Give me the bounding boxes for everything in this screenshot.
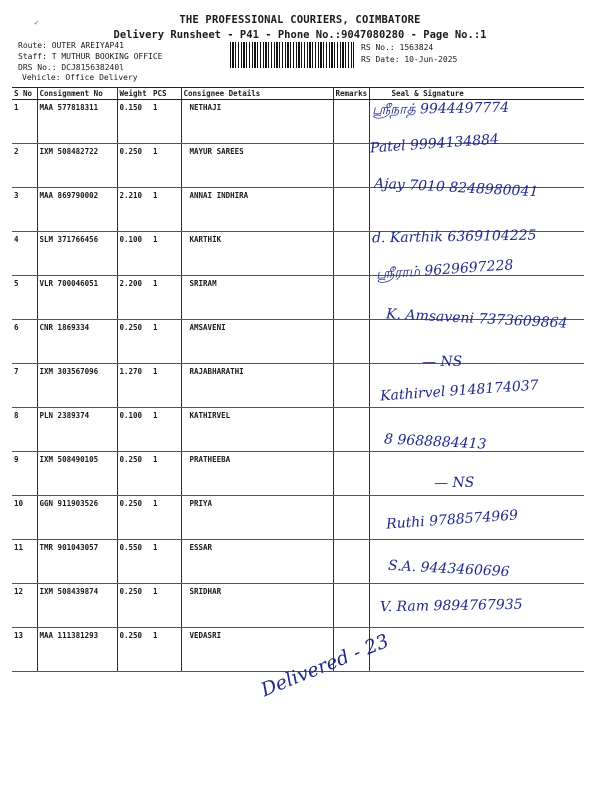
row-sno: 5: [12, 276, 37, 320]
row-pcs: 1: [151, 496, 181, 540]
row-sno: 7: [12, 364, 37, 408]
row-sno: 4: [12, 232, 37, 276]
handwritten-signature: — NS: [421, 353, 463, 371]
row-pcs: 1: [151, 628, 181, 672]
row-remarks: [333, 364, 369, 408]
row-pcs: 1: [151, 584, 181, 628]
row-consignee: AMSAVENI: [181, 320, 333, 364]
handwritten-signature: Ruthi 9788574969: [385, 507, 519, 533]
row-pcs: 1: [151, 320, 181, 364]
rs-date: RS Date: 10-Jun-2025: [361, 55, 458, 64]
runsheet-subtitle: Delivery Runsheet - P41 - Phone No.:9047080280 - Page No.:1: [113, 29, 487, 41]
barcode-image: [230, 42, 354, 68]
row-pcs: 1: [151, 188, 181, 232]
row-pcs: 1: [151, 540, 181, 584]
handwritten-signature: S.A. 9443460696: [387, 557, 510, 581]
table-row: [12, 452, 584, 496]
row-consignment: MAA 111381293: [37, 628, 117, 672]
handwritten-signature: d. Karthik 6369104225: [371, 227, 537, 247]
row-consignment: CNR 1869334: [37, 320, 117, 364]
row-consignee: VEDASRI: [181, 628, 333, 672]
row-consignee: PRATHEEBA: [181, 452, 333, 496]
row-weight: 0.250: [117, 628, 151, 672]
row-sno: 3: [12, 188, 37, 232]
row-sno: 6: [12, 320, 37, 364]
row-consignee: NETHAJI: [181, 100, 333, 144]
row-weight: 0.100: [117, 232, 151, 276]
row-consignment: IXM 508490105: [37, 452, 117, 496]
handwritten-signature: Ajay 7010 8248980041: [373, 175, 539, 201]
row-consignment: VLR 700046051: [37, 276, 117, 320]
table-header-row: [12, 88, 584, 100]
row-consignment: TMR 901043057: [37, 540, 117, 584]
row-consignee: PRIYA: [181, 496, 333, 540]
row-consignee: ANNAI INDHIRA: [181, 188, 333, 232]
col-consignment: Consignment No: [37, 88, 117, 100]
row-weight: 0.250: [117, 452, 151, 496]
row-remarks: [333, 496, 369, 540]
row-remarks: [333, 320, 369, 364]
table-row: [12, 408, 584, 452]
row-remarks: [333, 100, 369, 144]
scan-mark: ✓: [34, 18, 39, 27]
row-sno: 13: [12, 628, 37, 672]
row-pcs: 1: [151, 276, 181, 320]
row-sno: 8: [12, 408, 37, 452]
handwritten-signature: Kathirvel 9148174037: [379, 377, 540, 405]
row-consignment: MAA 577818311: [37, 100, 117, 144]
row-pcs: 1: [151, 364, 181, 408]
row-sno: 10: [12, 496, 37, 540]
row-sno: 9: [12, 452, 37, 496]
row-weight: 0.250: [117, 584, 151, 628]
row-consignment: SLM 371766456: [37, 232, 117, 276]
row-consignee: RAJABHARATHI: [181, 364, 333, 408]
row-weight: 0.250: [117, 144, 151, 188]
row-consignment: IXM 508482722: [37, 144, 117, 188]
row-pcs: 1: [151, 232, 181, 276]
col-sno: S No: [12, 88, 37, 100]
row-sno: 1: [12, 100, 37, 144]
row-pcs: 1: [151, 452, 181, 496]
row-weight: 0.550: [117, 540, 151, 584]
row-consignee: SRIDHAR: [181, 584, 333, 628]
drs-number: DRS No.: DCJ815638240l: [18, 63, 124, 72]
row-consignee: KATHIRVEL: [181, 408, 333, 452]
row-weight: 0.250: [117, 496, 151, 540]
col-remarks: Remarks: [333, 88, 369, 100]
rs-number: RS No.: 1563824: [361, 43, 434, 52]
row-weight: 1.270: [117, 364, 151, 408]
row-remarks: [333, 540, 369, 584]
row-remarks: [333, 584, 369, 628]
table-row: [12, 144, 584, 188]
row-pcs: 1: [151, 144, 181, 188]
row-signature-cell: [369, 628, 584, 672]
row-remarks: [333, 276, 369, 320]
row-weight: 2.200: [117, 276, 151, 320]
row-consignee: ESSAR: [181, 540, 333, 584]
row-remarks: [333, 408, 369, 452]
row-pcs: 1: [151, 100, 181, 144]
staff-info: Staff: T MUTHUR BOOKING OFFICE: [18, 52, 163, 61]
row-remarks: [333, 452, 369, 496]
col-signature: Seal & Signature: [369, 88, 584, 100]
route-info: Route: OUTER AREIYAP41: [18, 41, 124, 50]
row-weight: 0.100: [117, 408, 151, 452]
row-consignment: GGN 911903526: [37, 496, 117, 540]
handwritten-signature: V. Ram 9894767935: [379, 596, 523, 616]
company-title: THE PROFESSIONAL COURIERS, COIMBATORE: [179, 14, 421, 26]
vehicle-info: Vehicle: Office Delivery: [22, 73, 138, 82]
row-consignee: SRIRAM: [181, 276, 333, 320]
row-signature-cell: [369, 452, 584, 496]
row-consignment: IXM 303567096: [37, 364, 117, 408]
handwritten-signature: ஸ்ரீராம் 9629697228: [375, 257, 514, 283]
handwritten-signature: ஸ்ரீநாத் 9944497774: [371, 99, 510, 119]
row-sno: 11: [12, 540, 37, 584]
row-consignee: MAYUR SAREES: [181, 144, 333, 188]
row-sno: 12: [12, 584, 37, 628]
col-weight: Weight: [117, 88, 151, 100]
col-consignee: Consignee Details: [181, 88, 333, 100]
delivered-count-note: Delivered - 23: [257, 629, 393, 702]
row-remarks: [333, 232, 369, 276]
row-consignment: MAA 869790002: [37, 188, 117, 232]
handwritten-signature: 8 9688884413: [383, 431, 487, 453]
row-consignment: PLN 2389374: [37, 408, 117, 452]
row-weight: 0.150: [117, 100, 151, 144]
row-sno: 2: [12, 144, 37, 188]
handwritten-signature: Patel 9994134884: [369, 131, 500, 157]
row-consignment: IXM 508439874: [37, 584, 117, 628]
col-pcs: PCS: [151, 88, 181, 100]
row-consignee: KARTHIK: [181, 232, 333, 276]
handwritten-signature: K. Amsaveni 7373609864: [385, 306, 568, 332]
row-weight: 2.210: [117, 188, 151, 232]
row-remarks: [333, 144, 369, 188]
handwritten-signature: — NS: [433, 474, 475, 492]
row-weight: 0.250: [117, 320, 151, 364]
row-remarks: [333, 188, 369, 232]
row-pcs: 1: [151, 408, 181, 452]
